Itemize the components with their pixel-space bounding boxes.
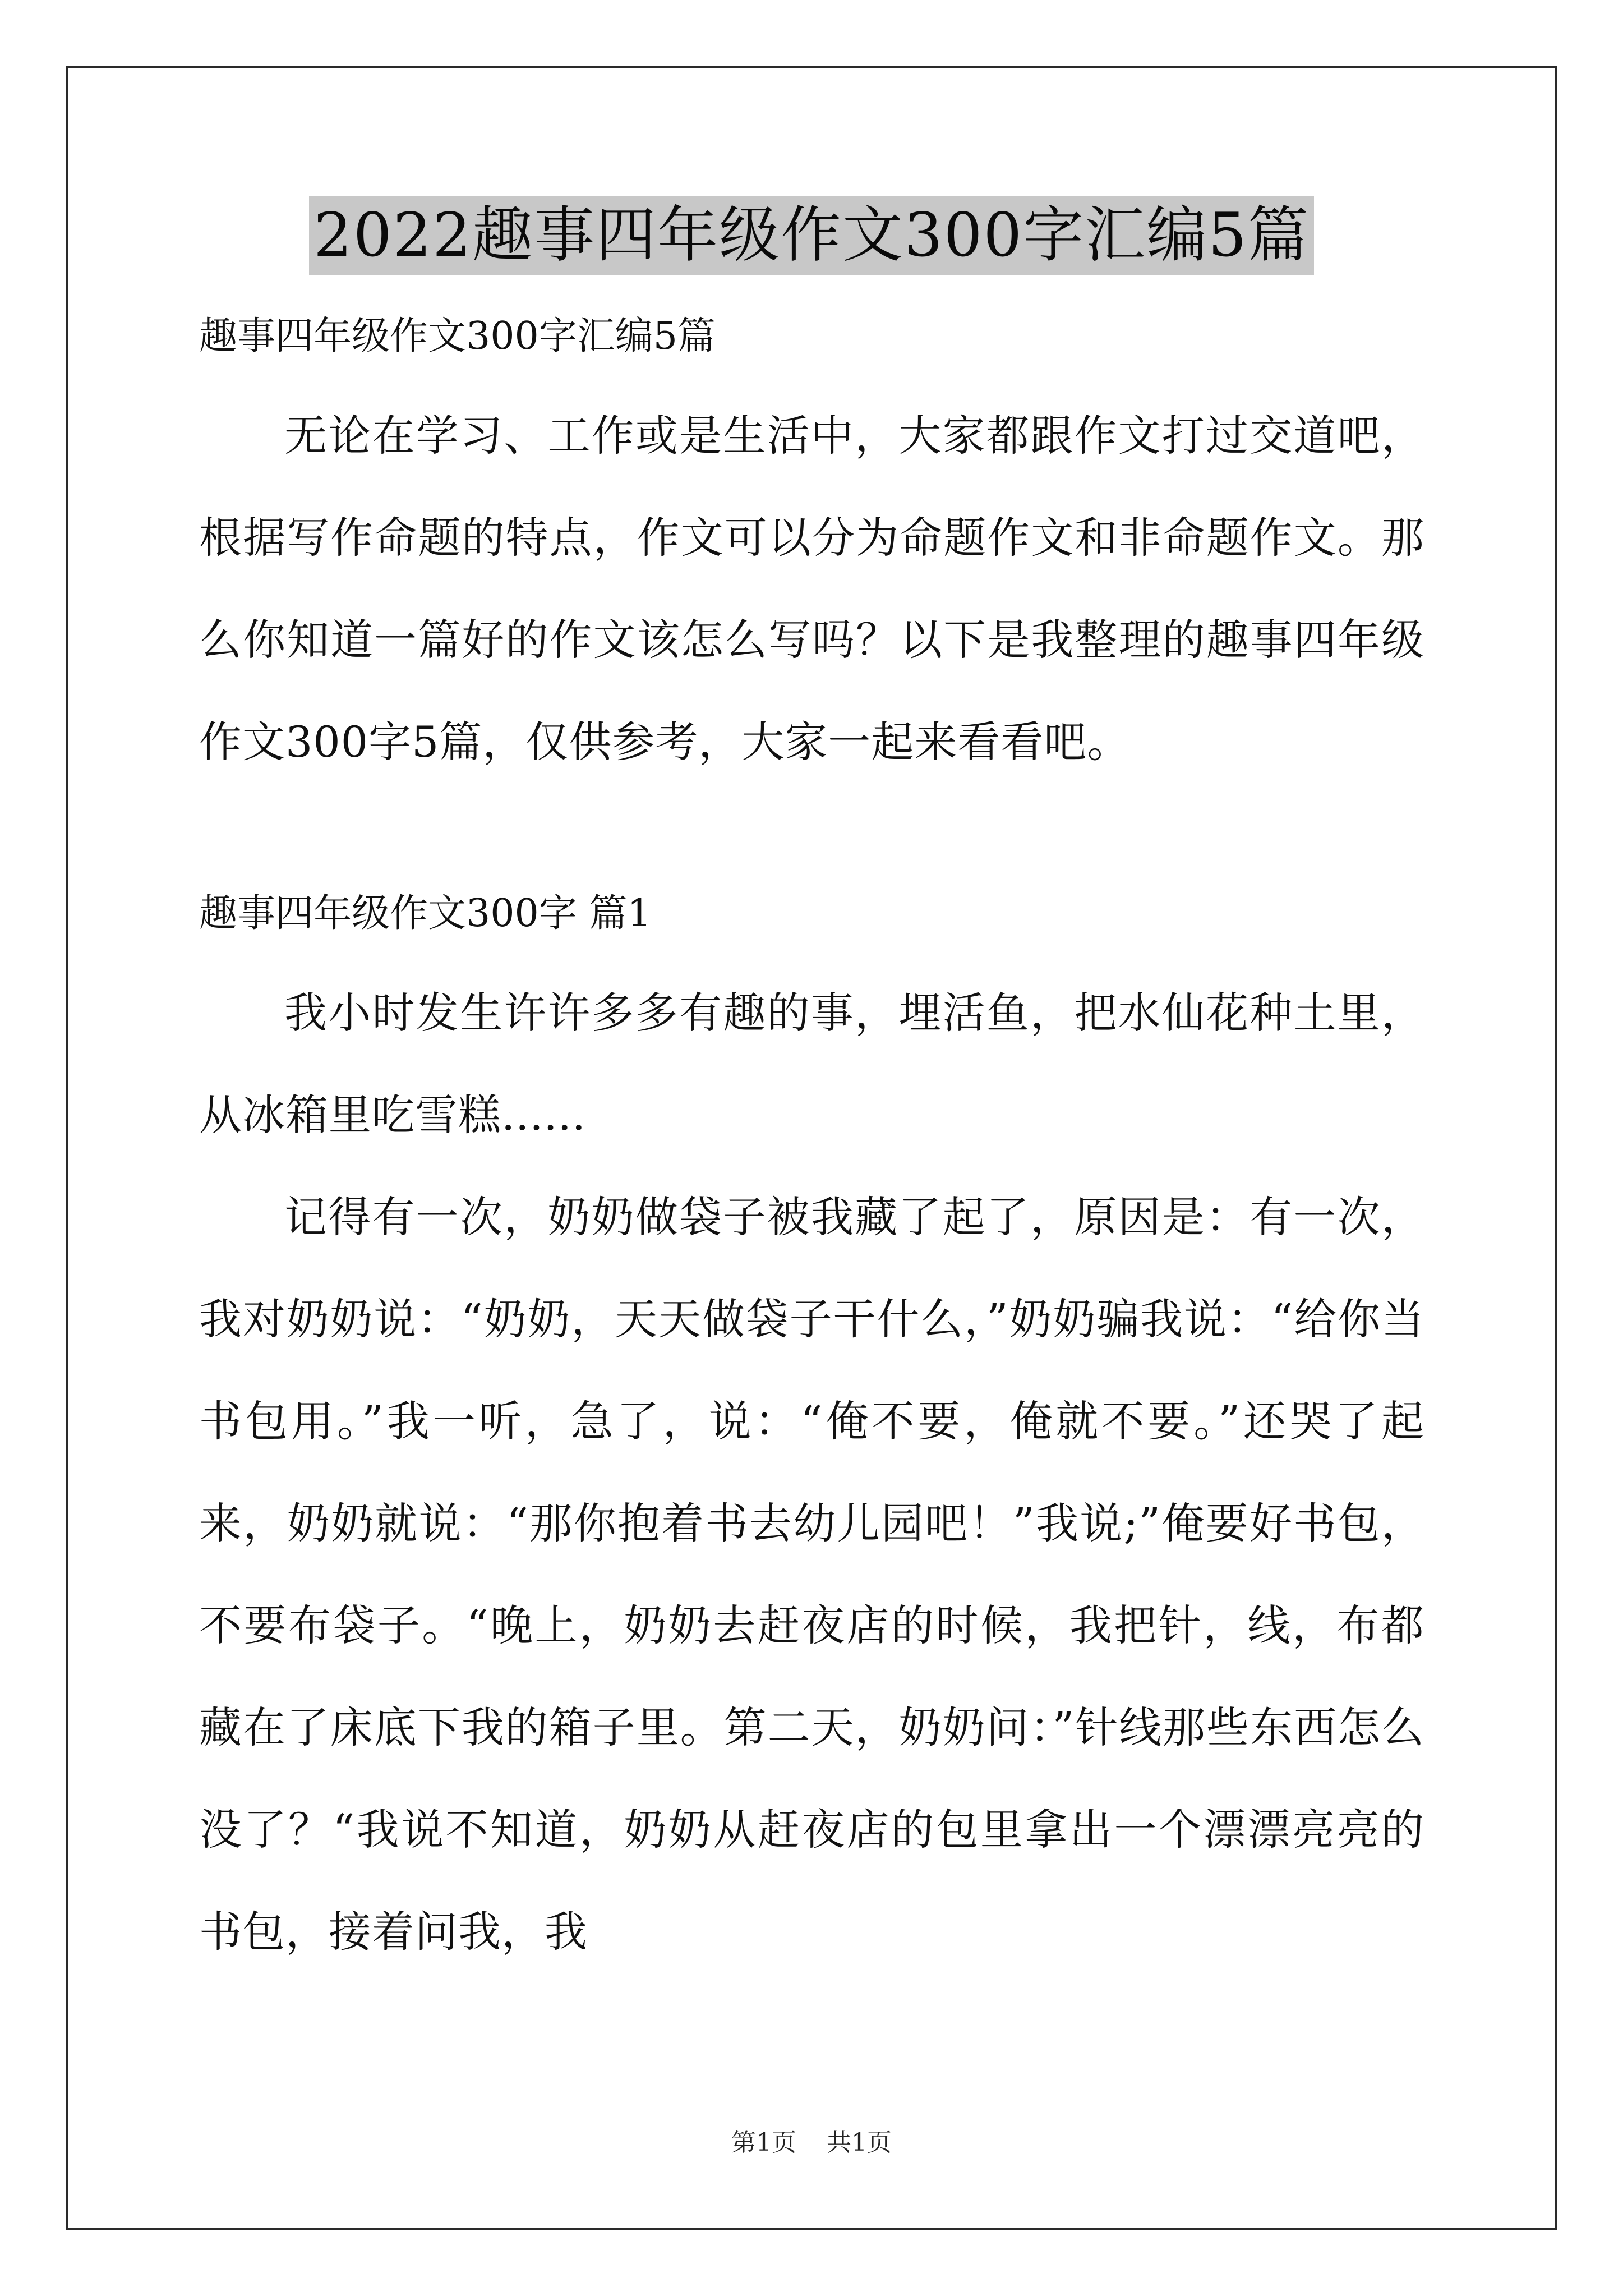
page-footer <box>0 2126 1623 2160</box>
section-spacer <box>199 793 1424 889</box>
document-body <box>199 311 1424 1983</box>
section-heading: 趣事四年级作文300字 篇1 <box>199 891 652 936</box>
body-paragraph: 记得有一次，奶奶做袋子被我藏了起了，原因是：有一次，我对奶奶说：“奶奶，天天做袋子干什么，”奶奶骗我说：“给你当书包用。”我一听，急了，说：“俺不要，俺就不要。”还哭了起来，奶奶就说：“那你抱着书去幼儿园吧！”我说;”俺要好书包，不要布袋子。“晚上，奶奶去赶夜店的时候，我把针，线，布都藏在了床底下我的箱子里。第二天，奶奶问：”针线那些东西怎么没了？“我说不知道，奶奶从赶夜店的包里拿出一个漂漂亮亮的书包，接着问我，我 <box>199 1192 1424 1957</box>
document-title: 2022趣事四年级作文300字汇编5篇 <box>309 196 1314 275</box>
intro-paragraph: 无论在学习、工作或是生活中，大家都跟作文打过交道吧，根据写作命题的特点，作文可以分为命题作文和非命题作文。那么你知道一篇好的作文该怎么写吗？以下是我整理的趣事四年级作文300字5篇，仅供参考，大家一起来看看吧。 <box>199 411 1424 767</box>
title-container <box>0 196 1623 275</box>
page-total: 共1页 <box>827 2128 892 2157</box>
body-paragraph: 我小时发生许许多多有趣的事，埋活鱼，把水仙花种土里，从冰箱里吃雪糕...... <box>199 988 1424 1140</box>
page-number: 第1页 <box>731 2128 796 2157</box>
document-subtitle: 趣事四年级作文300字汇编5篇 <box>199 314 716 358</box>
